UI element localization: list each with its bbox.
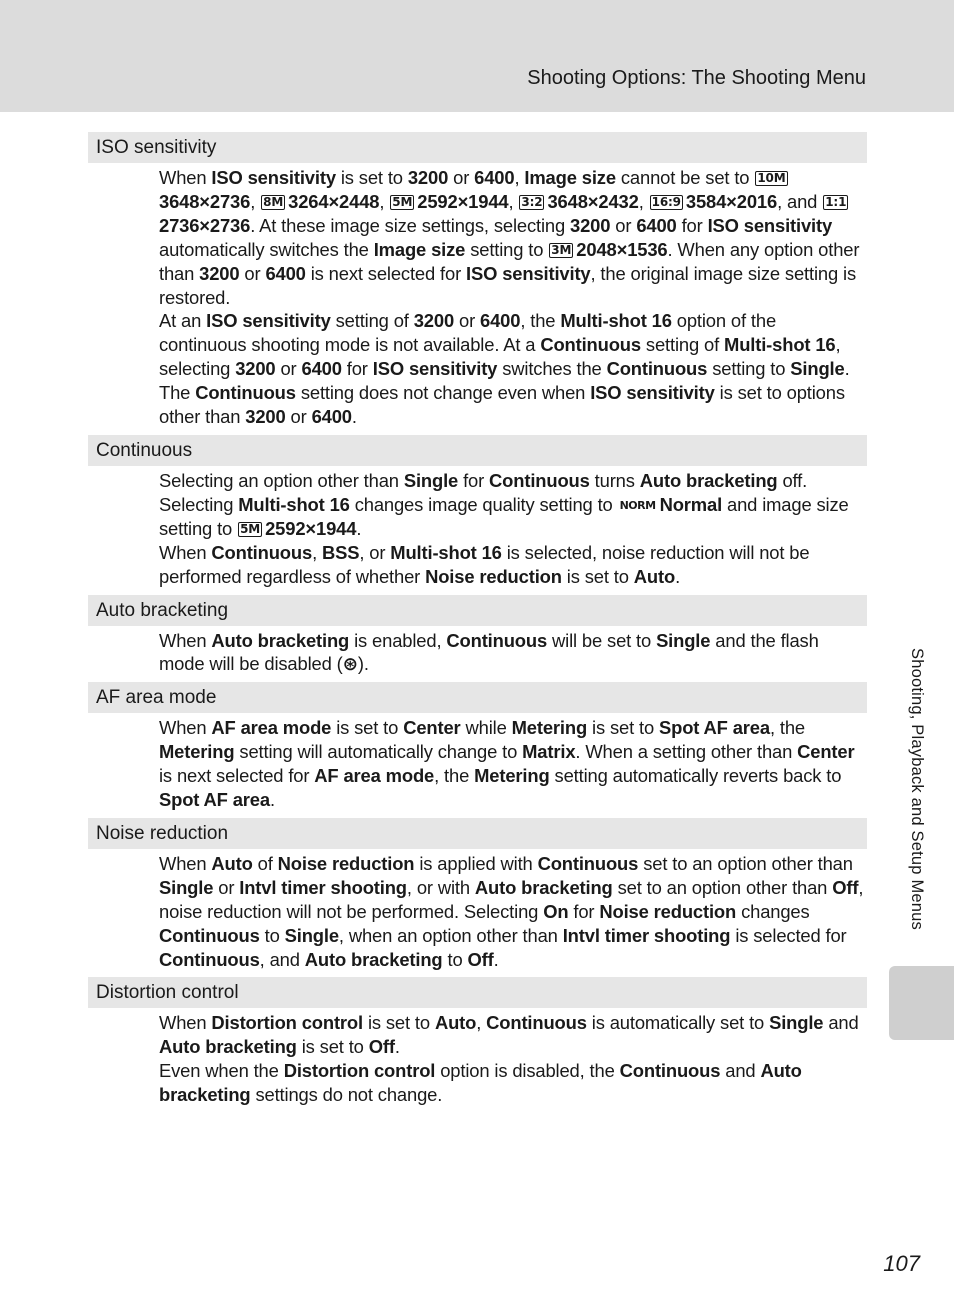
section-body — [88, 163, 867, 435]
section-header: Distortion control — [88, 977, 867, 1008]
image-size-icon: 8M — [263, 194, 284, 209]
image-size-icon: 16:9 — [651, 194, 681, 209]
image-size-icon: 5M — [392, 194, 413, 209]
section-header: Auto bracketing — [88, 595, 867, 626]
paragraph: Selecting an option other than Single for Continuous turns Auto bracketing off. Selecting Multi-shot 16 changes image quality setting to NORM Normal and image size setting to 5M 2592×1944. — [159, 469, 849, 539]
section-body — [88, 466, 867, 595]
image-size-icon: 3:2 — [521, 194, 543, 209]
section-header: Noise reduction — [88, 818, 867, 849]
image-size-icon: 5M — [240, 521, 261, 536]
image-size-icon: 1:1 — [825, 194, 847, 209]
paragraph: Even when the Distortion control option is disabled, the Continuous and Auto bracketing settings do not change. — [159, 1060, 802, 1106]
section-header: Continuous — [88, 435, 867, 466]
page-header-title: Shooting Options: The Shooting Menu — [527, 67, 866, 89]
paragraph: When AF area mode is set to Center while Metering is set to Spot AF area, the Metering setting will automatically change to Matrix. When a setting other than Center is next selected for AF area mode, the Metering setting automatically reverts back to Spot AF area. — [159, 717, 855, 811]
section-body — [88, 626, 867, 683]
image-size-icon: NORM — [619, 498, 656, 512]
paragraph: When Continuous, BSS, or Multi-shot 16 is selected, noise reduction will not be performed regardless of whether Noise reduction is set to Auto. — [159, 541, 810, 587]
section-body — [88, 849, 867, 978]
side-section-label: Shooting, Playback and Setup Menus — [908, 648, 926, 930]
paragraph: When Auto bracketing is enabled, Continuous will be set to Single and the flash mode will be disabled (⊛). — [159, 629, 819, 675]
image-size-icon: 3M — [551, 242, 572, 257]
header-band — [0, 0, 954, 112]
side-thumb-tab — [889, 966, 954, 1040]
section-header: AF area mode — [88, 682, 867, 713]
paragraph: When Distortion control is set to Auto, Continuous is automatically set to Single and Auto bracketing is set to Off. — [159, 1012, 859, 1058]
page-number: 107 — [883, 1251, 920, 1276]
paragraph: When ISO sensitivity is set to 3200 or 6400, Image size cannot be set to 10M3648×2736, 8M 3264×2448, 5M 2592×1944, 3:2 3648×2432, 16:9 3584×2016, and 1:12736×2736. At these image size settings, selecting 3200 or 6400 for ISO sensitivity automatically switches the Image size setting to 3M 2048×1536. When any option other than 3200 or 6400 is next selected for ISO sensitivity, the original image size setting is restored. — [159, 167, 860, 308]
settings-table — [88, 132, 867, 1113]
paragraph: At an ISO sensitivity setting of 3200 or 6400, the Multi-shot 16 option of the continuous shooting mode is not available. At a Continuous setting of Multi-shot 16, selecting 3200 or 6400 for ISO sensitivity switches the Continuous setting to Single. The Continuous setting does not change even when ISO sensitivity is set to options other than 3200 or 6400. — [159, 310, 850, 428]
section-body — [88, 713, 867, 818]
section-header: ISO sensitivity — [88, 132, 867, 163]
paragraph: When Auto of Noise reduction is applied with Continuous set to an option other than Single or Intvl timer shooting, or with Auto bracketing set to an option other than Off, noise reduction will not be performed. Selecting On for Noise reduction changes Continuous to Single, when an option other than Intvl timer shooting is selected for Continuous, and Auto bracketing to Off. — [159, 852, 864, 970]
section-body — [88, 1008, 867, 1113]
image-size-icon: 10M — [757, 171, 786, 185]
